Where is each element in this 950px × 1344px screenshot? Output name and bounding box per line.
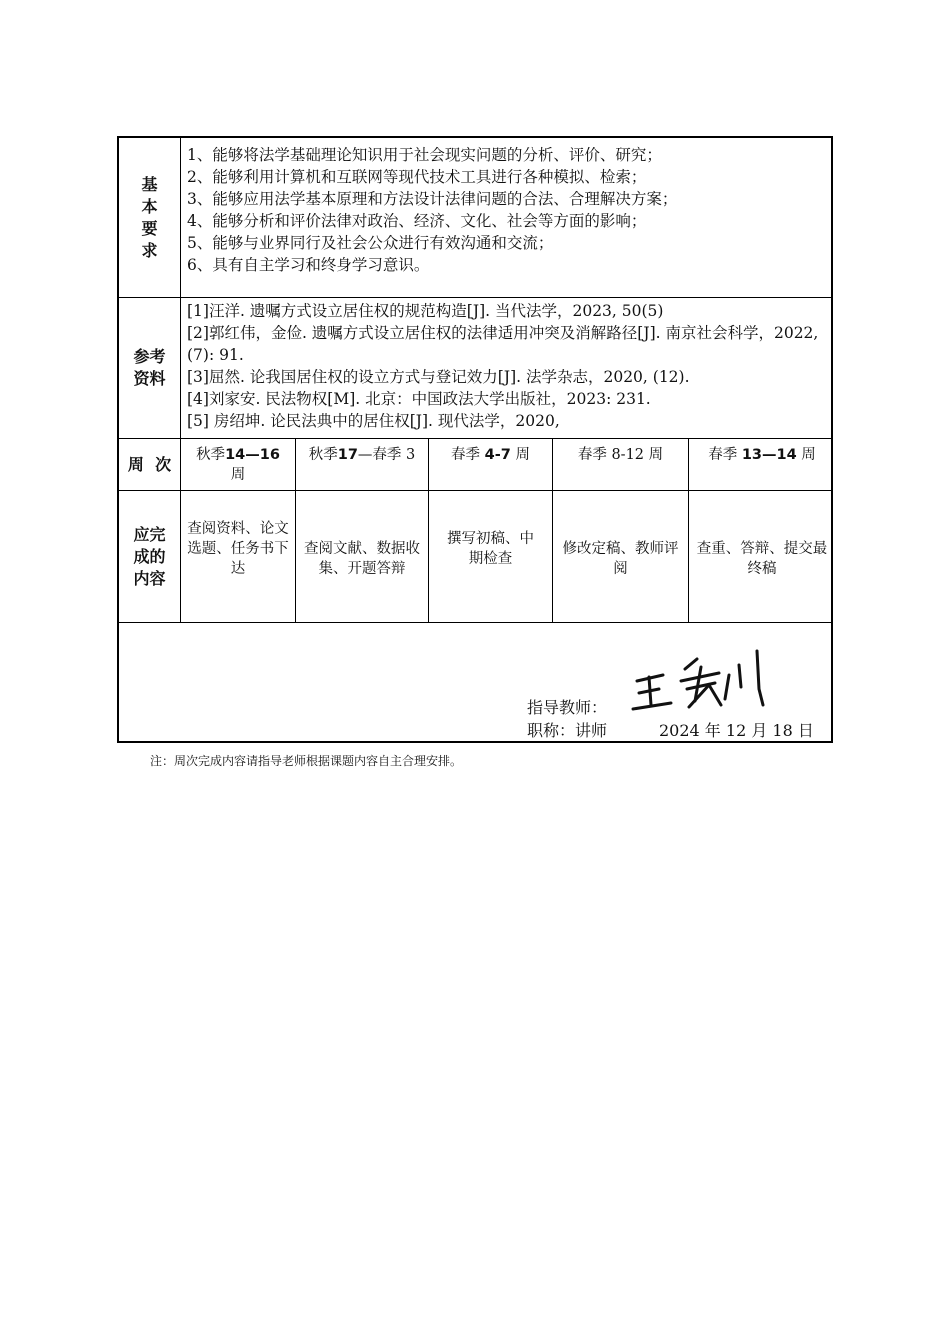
signature-row	[119, 623, 831, 741]
week-prefix: 秋季	[308, 447, 338, 463]
requirement-item: 3、能够应用法学基本原理和方法设计法律问题的合法、合理解决方案；	[187, 190, 678, 208]
week-cell	[553, 439, 689, 490]
weeks-label: 周 次	[119, 439, 181, 490]
week-suffix: 周	[515, 447, 530, 463]
footnote: 注：周次完成内容请指导老师根据课题内容自主合理安排。	[150, 754, 463, 768]
task-cell	[429, 491, 553, 622]
reference-item: [4]刘家安. 民法物权[M]. 北京：中国政法大学出版社，2023: 231.	[187, 390, 651, 408]
task-cell	[296, 491, 429, 622]
requirements-content	[181, 138, 831, 297]
week-cell	[429, 439, 553, 490]
advisor-label: 指导教师：	[527, 698, 608, 717]
week-number: 14—16	[225, 447, 280, 463]
week-prefix: 春季	[708, 447, 738, 463]
task-text: 查阅文献、数据收集、开题答辩	[304, 540, 420, 577]
task-cell	[553, 491, 689, 622]
task-form-table	[117, 136, 833, 743]
tasks-label	[119, 491, 181, 622]
requirement-item: 4、能够分析和评价法律对政治、经济、文化、社会等方面的影响；	[187, 212, 647, 230]
week-suffix: 周	[230, 467, 246, 483]
week-prefix: 秋季	[196, 447, 226, 463]
week-number: 17	[337, 447, 358, 463]
requirements-label-char: 求	[141, 240, 158, 260]
requirements-label-char: 本	[141, 196, 158, 216]
requirement-item: 2、能够利用计算机和互联网等现代技术工具进行各种模拟、检索；	[187, 168, 647, 186]
task-text: 撰写初稿、中期检查	[447, 531, 534, 567]
week-cell	[689, 439, 835, 490]
references-label-line: 资料	[133, 369, 166, 388]
week-number: 4-7	[484, 447, 511, 463]
reference-item: [1]汪洋. 遗嘱方式设立居住权的规范构造[J]. 当代法学，2023, 50(5)	[187, 302, 664, 320]
tasks-label-line: 内容	[133, 568, 166, 588]
references-label-line: 参考	[133, 347, 166, 366]
task-text: 查阅资料、论文选题、任务书下达	[187, 521, 289, 577]
handwritten-signature	[629, 645, 769, 715]
title-label: 职称：讲师	[527, 721, 608, 740]
tasks-row	[119, 491, 831, 623]
week-suffix: 周	[801, 447, 816, 463]
week-prefix: 春季	[451, 447, 481, 463]
requirement-item: 1、能够将法学基础理论知识用于社会现实问题的分析、评价、研究；	[187, 146, 662, 164]
week-cell	[181, 439, 296, 490]
reference-item: [3]屈然. 论我国居住权的设立方式与登记效力[J]. 法学杂志，2020, (12).	[187, 368, 690, 386]
week-suffix: —春季 3	[357, 447, 416, 463]
task-text: 修改定稿、教师评阅	[562, 540, 679, 577]
reference-item: [5] 房绍坤. 论民法典中的居住权[J]. 现代法学，2020,	[187, 412, 560, 430]
requirement-item: 6、具有自主学习和终身学习意识。	[187, 256, 430, 274]
week-prefix: 春季 8-12 周	[577, 447, 664, 463]
references-content	[181, 298, 831, 438]
week-cell	[296, 439, 429, 490]
references-label	[119, 298, 181, 438]
task-text: 查重、答辩、提交最终稿	[696, 540, 828, 577]
sign-date: 2024 年 12 月 18 日	[659, 721, 814, 740]
requirements-label	[119, 138, 181, 297]
requirement-item: 5、能够与业界同行及社会公众进行有效沟通和交流；	[187, 234, 554, 252]
weeks-row	[119, 439, 831, 491]
tasks-label-line: 应完	[133, 524, 166, 544]
task-cell	[181, 491, 296, 622]
week-number: 13—14	[741, 447, 797, 463]
requirements-label-char: 基	[141, 174, 158, 194]
requirements-label-char: 要	[141, 218, 158, 238]
requirements-row	[119, 138, 831, 298]
tasks-label-line: 成的	[133, 546, 166, 566]
reference-item: [2]郭红伟，金俭. 遗嘱方式设立居住权的法律适用冲突及消解路径[J]. 南京社会科学，2022, (7): 91.	[187, 324, 819, 364]
references-row	[119, 298, 831, 439]
task-cell	[689, 491, 835, 622]
